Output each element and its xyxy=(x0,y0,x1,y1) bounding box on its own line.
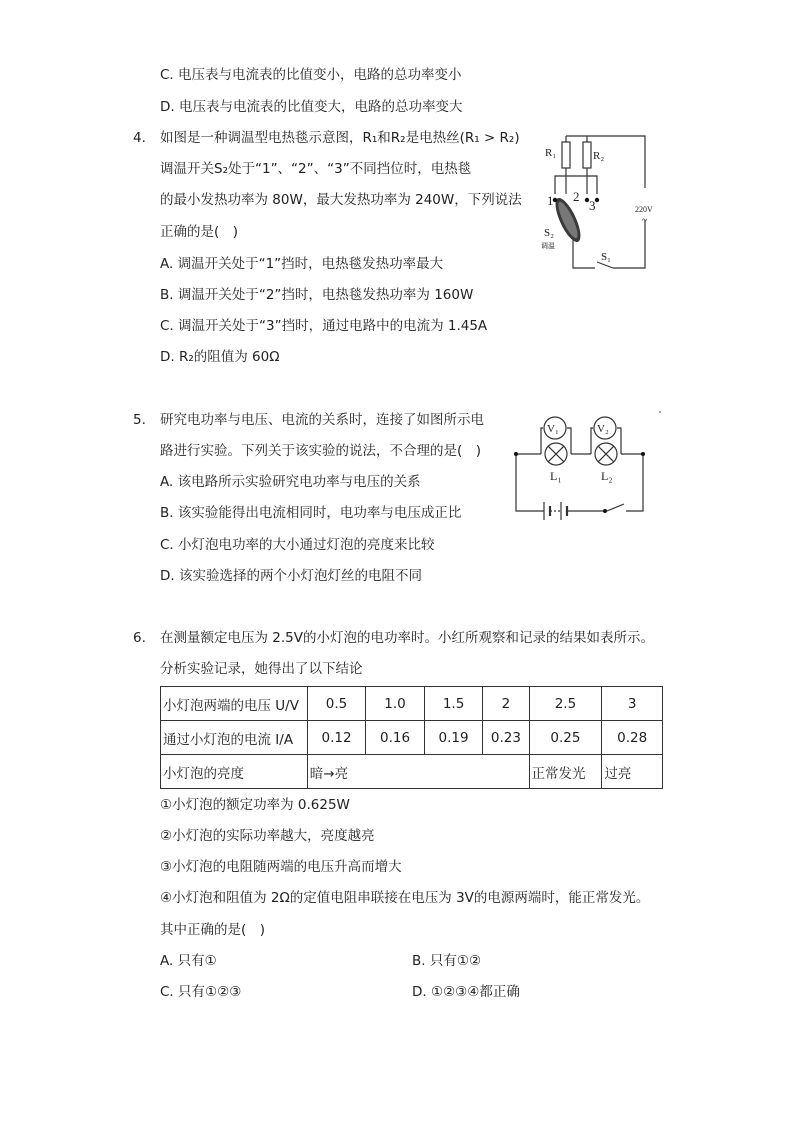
table-cell: 0.28 xyxy=(602,721,663,755)
table-row xyxy=(161,687,663,721)
q4-label-r2: R₂ xyxy=(593,150,605,162)
prev-option-c: C. 电压表与电流表的比值变小，电路的总功率变小 xyxy=(160,67,462,83)
q4-stem-line-2: 调温开关S₂处于“1”、“2”、“3”不同挡位时，电热毯 xyxy=(160,161,472,177)
q4-label-s1: S₁ xyxy=(601,251,611,263)
prev-option-d: D. 电压表与电流表的比值变大，电路的总功率变大 xyxy=(160,99,463,115)
q6-stem-line-2: 分析实验记录，她得出了以下结论 xyxy=(160,661,363,677)
table-cell-brightness-label: 小灯泡的亮度 xyxy=(161,755,308,789)
q5-stem-line-2: 路进行实验。下列关于该实验的说法，不合理的是( ) xyxy=(160,443,482,459)
table-cell: 0.19 xyxy=(424,721,483,755)
table-cell-over: 过亮 xyxy=(602,755,663,789)
table-cell: 0.5 xyxy=(307,687,366,721)
table-row xyxy=(161,721,663,755)
q4-circuit-diagram xyxy=(535,128,660,278)
q4-label-r1: R₁ xyxy=(545,147,557,159)
q4-label-pos2: 2 xyxy=(573,189,580,204)
q5-switch xyxy=(607,504,624,511)
table-cell: 0.25 xyxy=(529,721,602,755)
q6-conclusion-1: ①小灯泡的额定功率为 0.625W xyxy=(160,797,350,813)
q4-option-c: C. 调温开关处于“3”挡时，通过电路中的电流为 1.45A xyxy=(160,318,488,334)
q5-circuit-diagram xyxy=(510,408,665,523)
q4-label-ac: ~ xyxy=(642,215,648,226)
q6-stem-line-1: 在测量额定电压为 2.5V的小灯泡的电功率时。小红所观察和记录的结果如表所示。 xyxy=(160,630,654,646)
q4-option-d: D. R₂的阻值为 60Ω xyxy=(160,349,280,365)
q4-stem-line-4: 正确的是( ) xyxy=(160,224,239,240)
q6-record-table xyxy=(160,686,663,789)
table-cell: 0.12 xyxy=(307,721,366,755)
q4-resistor-r2 xyxy=(583,142,591,168)
q6-option-a: A. 只有① xyxy=(160,953,217,969)
q6-conclusion-4: ④小灯泡和阻值为 2Ω的定值电阻串联接在电压为 3V的电源两端时，能正常发光。 xyxy=(160,890,650,906)
q4-option-a: A. 调温开关处于“1”挡时，电热毯发热功率最大 xyxy=(160,256,444,272)
q5-option-c: C. 小灯泡电功率的大小通过灯泡的亮度来比较 xyxy=(160,537,435,553)
q4-label-s2-note: 调温 xyxy=(541,242,555,250)
table-cell-current-label: 通过小灯泡的电流 I/A xyxy=(161,721,308,755)
q5-option-b: B. 该实验能得出电流相同时，电功率与电压成正比 xyxy=(160,505,462,521)
q4-stem-line-1: 如图是一种调温型电热毯示意图，R₁和R₂是电热丝(R₁ > R₂) xyxy=(160,130,520,146)
table-row xyxy=(161,755,663,789)
q6-option-c: C. 只有①②③ xyxy=(160,984,242,1000)
q5-label-v2: V₂ xyxy=(597,423,609,435)
q4-stem-line-3: 的最小发热功率为 80W，最大发热功率为 240W，下列说法 xyxy=(160,192,522,208)
q5-lamp-l2 xyxy=(595,443,617,465)
q4-option-b: B. 调温开关处于“2”挡时，电热毯发热功率为 160W xyxy=(160,287,474,303)
q4-number: 4. xyxy=(133,130,146,146)
q6-question: 其中正确的是( ) xyxy=(160,922,266,938)
table-cell: 1.0 xyxy=(366,687,425,721)
q4-label-pos1: 1 xyxy=(547,193,554,208)
table-cell: 0.16 xyxy=(366,721,425,755)
q5-number: 5. xyxy=(133,412,146,428)
table-cell-voltage-label: 小灯泡两端的电压 U/V xyxy=(161,687,308,721)
q5-option-a: A. 该电路所示实验研究电功率与电压的关系 xyxy=(160,474,421,490)
table-cell: 1.5 xyxy=(424,687,483,721)
table-cell: 2.5 xyxy=(529,687,602,721)
table-cell-normal: 正常发光 xyxy=(529,755,602,789)
q5-label-l1: L₁ xyxy=(550,469,562,483)
q6-number: 6. xyxy=(133,630,146,646)
q4-label-s2: S₂ xyxy=(544,227,554,239)
q4-switch-s2 xyxy=(551,195,586,245)
q4-label-voltage: 220V xyxy=(635,205,653,214)
table-cell-dim-to-bright: 暗→亮 xyxy=(307,755,529,789)
q6-option-b: B. 只有①② xyxy=(412,953,482,969)
q5-lamp-l1 xyxy=(545,443,567,465)
q5-option-d: D. 该实验选择的两个小灯泡灯丝的电阻不同 xyxy=(160,568,422,584)
q5-label-l2: L₂ xyxy=(601,469,613,483)
table-cell: 2 xyxy=(483,687,529,721)
q4-label-pos3: 3 xyxy=(589,198,596,213)
q6-option-d: D. ①②③④都正确 xyxy=(412,984,520,1000)
table-cell: 3 xyxy=(602,687,663,721)
table-cell: 0.23 xyxy=(483,721,529,755)
q5-label-v1: V₁ xyxy=(547,423,559,435)
q6-conclusion-2: ②小灯泡的实际功率越大，亮度越亮 xyxy=(160,828,375,844)
q5-stem-line-1: 研究电功率与电压、电流的关系时，连接了如图所示电 xyxy=(160,412,484,428)
q4-resistor-r1 xyxy=(562,142,570,168)
q6-conclusion-3: ③小灯泡的电阻随两端的电压升高而增大 xyxy=(160,859,402,875)
